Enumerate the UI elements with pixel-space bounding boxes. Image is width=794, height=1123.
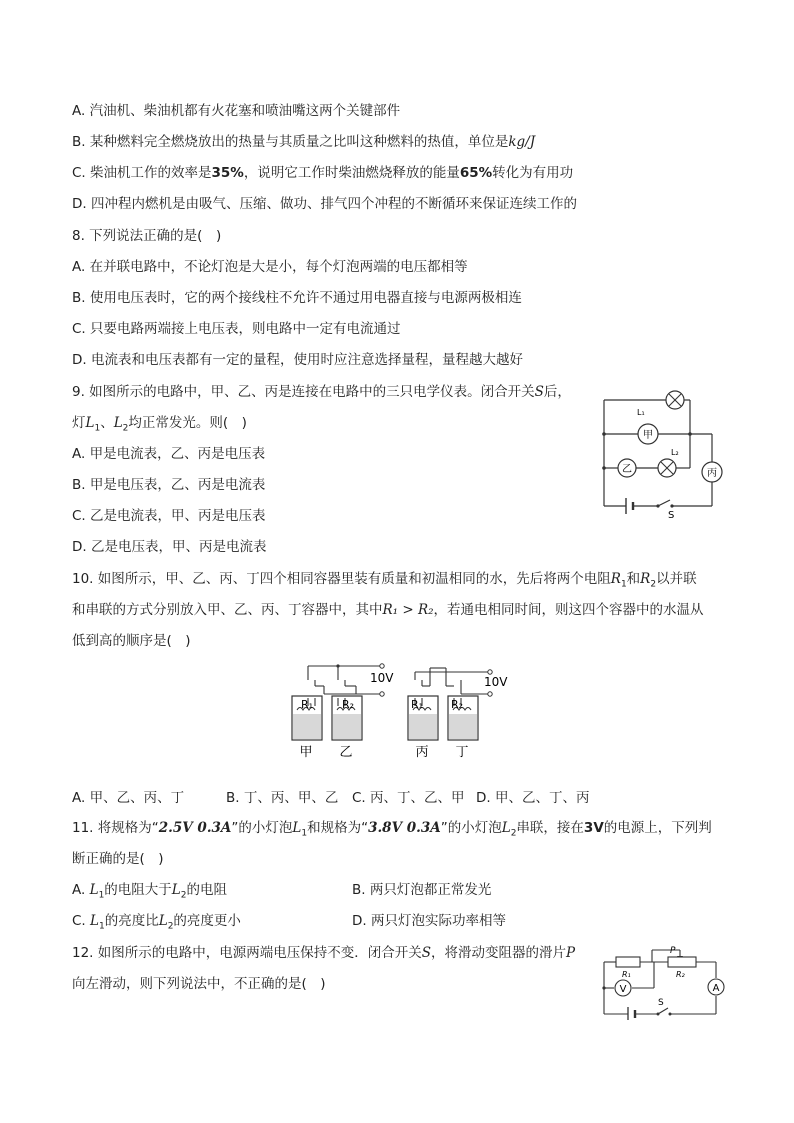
q11-stem-line2: 断正确的是( )	[72, 851, 164, 867]
q9-option-a: A. 甲是电流表，乙、丙是电压表	[72, 446, 266, 462]
svg-text:S: S	[658, 998, 664, 1008]
svg-text:V: V	[619, 984, 627, 995]
q10-option-b: B. 丁、丙、甲、乙	[226, 790, 339, 806]
q7-option-b: B. 某种燃料完全燃烧放出的热量与其质量之比叫这种燃料的热值，单位是kg/J	[72, 134, 536, 150]
q9-stem-line1: 9. 如图所示的电路中，甲、乙、丙是连接在电路中的三只电学仪表。闭合开关S后，	[72, 384, 571, 400]
svg-text:A: A	[712, 983, 720, 994]
svg-text:10V: 10V	[484, 675, 508, 689]
q11-stem-line1: 11. 将规格为“2.5V 0.3A”的小灯泡$L_1$和规格为“3.8V 0.3A”的小灯泡$L_2$串联，接在3V的电源上，下列判	[72, 820, 712, 839]
q10-circuit-diagram	[284, 658, 514, 760]
q8-stem: 8. 下列说法正确的是( )	[72, 228, 222, 244]
svg-text:R₂: R₂	[342, 698, 355, 711]
q8-option-c: C. 只要电路两端接上电压表，则电路中一定有电流通过	[72, 321, 401, 337]
q11-option-d: D. 两只灯泡实际功率相等	[352, 913, 506, 929]
q10-option-d: D. 甲、乙、丁、丙	[476, 790, 590, 806]
q10-stem-line1: 10. 如图所示，甲、乙、丙、丁四个相同容器里装有质量和初温相同的水，先后将两个电阻$R_1$和$R_2$以并联	[72, 571, 697, 590]
q10-option-c: C. 丙、丁、乙、甲	[352, 790, 465, 806]
q11-option-a: A. $L_1$的电阻大于$L_2$的电阻	[72, 882, 227, 901]
q9-stem-line2: 灯$L_1$、$L_2$均正常发光。则( )	[72, 415, 247, 434]
svg-text:P: P	[670, 946, 676, 956]
q7-unit: kg/J	[508, 134, 536, 150]
q10-stem-line2: 和串联的方式分别放入甲、乙、丙、丁容器中，其中R₁ > R₂，若通电相同时间，则这四个容器中的水温从	[72, 602, 704, 618]
q9-lamp-l1-icon	[666, 391, 684, 409]
svg-text:R₁: R₁	[622, 970, 631, 979]
svg-text:R₂: R₂	[676, 970, 685, 979]
q7-option-c: C. 柴油机工作的效率是35%，说明它工作时柴油燃烧释放的能量65%转化为有用功	[72, 165, 574, 181]
q7-option-a: A. 汽油机、柴油机都有火花塞和喷油嘴这两个关键部件	[72, 103, 401, 119]
svg-text:甲: 甲	[299, 745, 313, 760]
q9-option-d: D. 乙是电压表，甲、丙是电流表	[72, 539, 267, 555]
svg-text:S: S	[668, 510, 675, 520]
svg-text:10V: 10V	[370, 671, 394, 685]
svg-text:乙: 乙	[339, 745, 353, 760]
svg-text:L₂: L₂	[671, 448, 679, 457]
svg-text:丁: 丁	[455, 745, 469, 760]
svg-text:R₁: R₁	[411, 698, 424, 711]
q9-circuit-diagram	[596, 388, 726, 520]
svg-text:丙: 丙	[415, 745, 429, 760]
q8-option-b: B. 使用电压表时，它的两个接线柱不允许不通过用电器直接与电源两极相连	[72, 290, 522, 306]
q12-circuit-diagram	[598, 944, 728, 1020]
q10-stem-line3: 低到高的顺序是( )	[72, 633, 191, 649]
q10-option-a: A. 甲、乙、丙、丁	[72, 790, 185, 806]
svg-text:R₁: R₁	[301, 698, 314, 711]
q7-option-d: D. 四冲程内燃机是由吸气、压缩、做功、排气四个冲程的不断循环来保证连续工作的	[72, 196, 577, 212]
q9-option-b: B. 甲是电压表，乙、丙是电流表	[72, 477, 266, 493]
q11-option-c: C. $L_1$的亮度比$L_2$的亮度更小	[72, 913, 241, 932]
svg-text:L₁: L₁	[637, 408, 645, 417]
q8-option-d: D. 电流表和电压表都有一定的量程，使用时应注意选择量程，量程越大越好	[72, 352, 523, 368]
q12-stem-line2: 向左滑动，则下列说法中，不正确的是( )	[72, 976, 326, 992]
q8-option-a: A. 在并联电路中，不论灯泡是大是小，每个灯泡两端的电压都相等	[72, 259, 468, 275]
svg-text:R₂: R₂	[451, 698, 464, 711]
q12-stem-line1: 12. 如图所示的电路中，电源两端电压保持不变．闭合开关S，将滑动变阻器的滑片P	[72, 945, 576, 961]
svg-text:乙: 乙	[622, 464, 632, 475]
svg-text:丙: 丙	[707, 468, 717, 479]
q9-option-c: C. 乙是电流表，甲、丙是电压表	[72, 508, 266, 524]
q11-option-b: B. 两只灯泡都正常发光	[352, 882, 492, 898]
q9-lamp-l2-icon	[658, 459, 676, 477]
svg-text:甲: 甲	[643, 430, 653, 441]
